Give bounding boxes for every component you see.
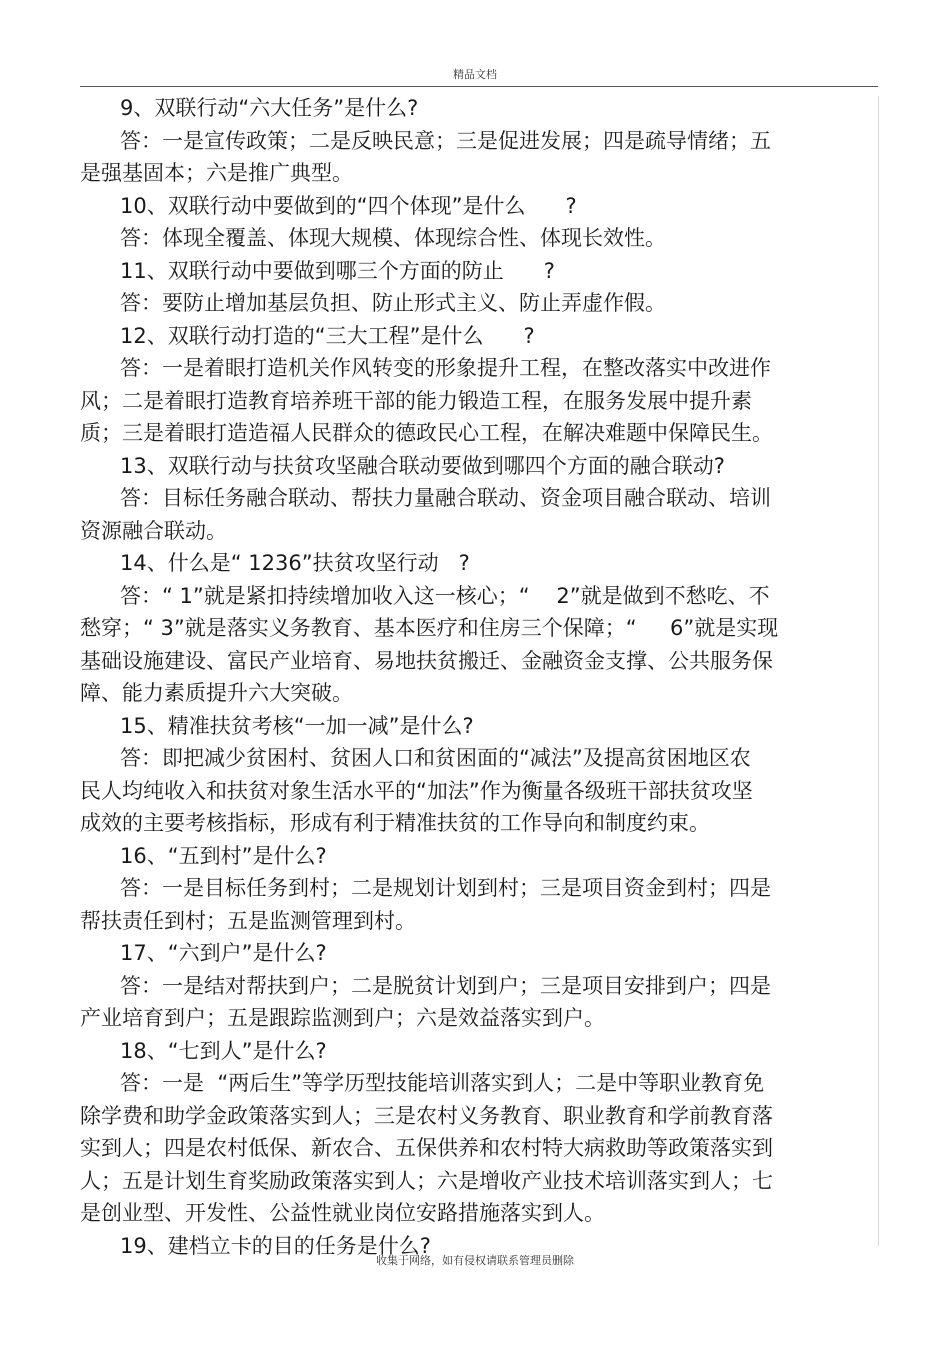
continuation-line: 实到人；四是农村低保、新农合、五保供养和农村特大病救助等政策落实到 [80, 1136, 773, 1160]
continuation-line: 帮扶责任到村；五是监测管理到村。 [80, 908, 416, 933]
continuation-line: 民人均纯收入和扶贫对象生活水平的“加法”作为衡量各级班干部扶贫攻坚 [80, 778, 753, 803]
page-footer: 收集于网络，如有侵权请联系管理员删除 [376, 1254, 574, 1267]
continuation-line: 愁穿；“ 3”就是落实义务教育、基本医疗和住房三个保障；“ 6”就是实现 [80, 616, 779, 640]
answer-line: 答：体现全覆盖、体现大规模、体现综合性、体现长效性。 [120, 226, 666, 250]
answer-line: 答：一是宣传政策；二是反映民意；三是促进发展；四是疏导情绪；五 [120, 128, 771, 153]
continuation-line: 障、能力素质提升六大突破。 [80, 681, 353, 705]
continuation-line: 质；三是着眼打造造福人民群众的德政民心工程，在解决难题中保障民生。 [80, 421, 773, 445]
question-line: 18、“七到人”是什么? [120, 1038, 327, 1063]
continuation-line: 资源融合联动。 [80, 518, 227, 543]
question-line: 17、“六到户”是什么? [120, 941, 327, 965]
question-line: 10、双联行动中要做到的“四个体现”是什么 ? [120, 193, 577, 218]
answer-line: 答：“ 1”就是紧扣持续增加收入这一核心；“ 2”就是做到不愁吃、不 [120, 583, 770, 608]
question-line: 15、精准扶贫考核“一加一减”是什么? [120, 713, 474, 738]
header-divider [80, 86, 878, 87]
continuation-line: 是创业型、开发性、公益性就业岗位安路措施落实到人。 [80, 1201, 605, 1225]
question-line: 19、建档立卡的目的任务是什么? [120, 1233, 431, 1258]
document-body [80, 92, 860, 1262]
right-margin-line [878, 96, 879, 1246]
continuation-line: 成效的主要考核指标，形成有利于精准扶贫的工作导向和制度约束。 [80, 811, 710, 835]
answer-line: 答：目标任务融合联动、帮扶力量融合联动、资金项目融合联动、培训 [120, 486, 771, 510]
answer-line: 答：一是着眼打造机关作风转变的形象提升工程，在整改落实中改进作 [120, 356, 771, 380]
question-line: 12、双联行动打造的“三大工程”是什么 ? [120, 323, 535, 348]
answer-line: 答：一是结对帮扶到户；二是脱贫计划到户；三是项目安排到户；四是 [120, 973, 771, 998]
answer-line: 答：即把减少贫困村、贫困人口和贫困面的“减法”及提高贫困地区农 [120, 746, 751, 770]
question-line: 14、什么是“ 1236”扶贫攻坚行动 ? [120, 551, 470, 575]
answer-line: 答：要防止增加基层负担、防止形式主义、防止弄虚作假。 [120, 291, 666, 315]
continuation-line: 产业培育到户；五是跟踪监测到户；六是效益落实到户。 [80, 1006, 605, 1030]
continuation-line: 基础设施建设、富民产业培育、易地扶贫搬迁、金融资金支撑、公共服务保 [80, 648, 773, 673]
question-line: 9、双联行动“六大任务”是什么? [120, 96, 419, 120]
answer-line: 答：一是目标任务到村；二是规划计划到村；三是项目资金到村；四是 [120, 876, 771, 900]
question-line: 13、双联行动与扶贫攻坚融合联动要做到哪四个方面的融合联动? [120, 453, 725, 478]
continuation-line: 除学费和助学金政策落实到人；三是农村义务教育、职业教育和学前教育落 [80, 1103, 773, 1128]
answer-line: 答：一是 “两后生”等学历型技能培训落实到人；二是中等职业教育免 [120, 1071, 765, 1095]
question-line: 16、“五到村”是什么? [120, 843, 327, 868]
question-line: 11、双联行动中要做到哪三个方面的防止 ? [120, 258, 555, 283]
continuation-line: 风；二是着眼打造教育培养班干部的能力锻造工程，在服务发展中提升素 [80, 388, 752, 413]
continuation-line: 是强基固本；六是推广典型。 [80, 161, 353, 185]
page-header: 精品文档 [453, 68, 497, 81]
continuation-line: 人；五是计划生育奖励政策落实到人；六是增收产业技术培训落实到人；七 [80, 1168, 773, 1193]
